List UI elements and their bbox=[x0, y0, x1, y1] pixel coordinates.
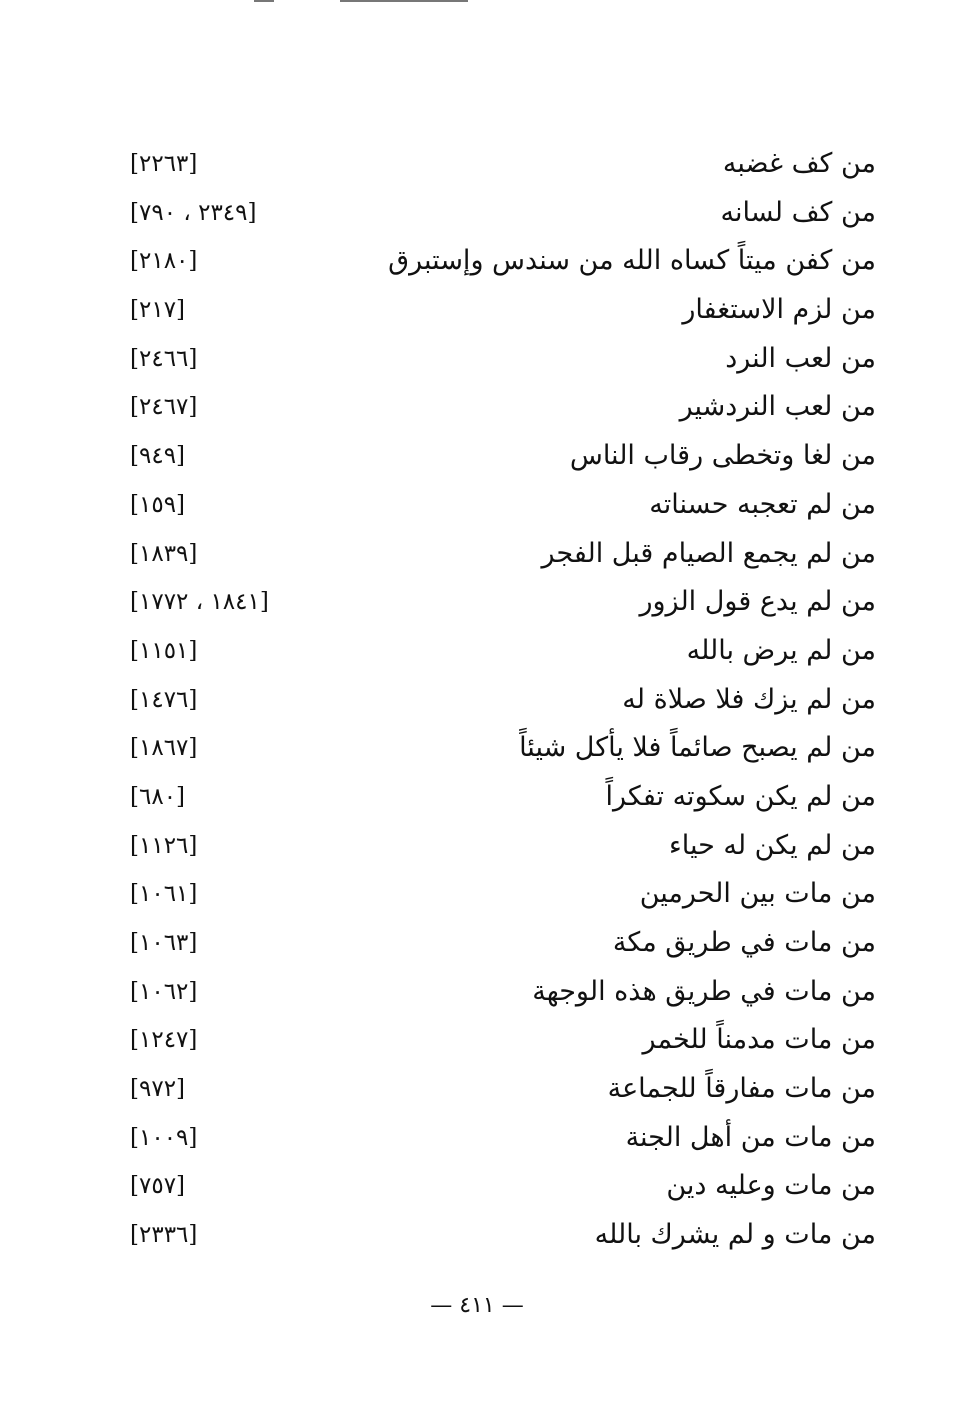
entry-phrase: من مات مدمناً للخمر bbox=[642, 1024, 876, 1056]
entry-refs: [٢٤٦٦] bbox=[130, 345, 198, 372]
entry-phrase: من لم يجمع الصيام قبل الفجر bbox=[541, 537, 876, 569]
entry-refs: [١٤٧٦] bbox=[130, 686, 198, 713]
index-entry bbox=[0, 676, 954, 725]
entry-phrase: من لغا وتخطى رقاب الناس bbox=[569, 440, 876, 472]
index-entry bbox=[0, 140, 954, 189]
entry-phrase: من مات مفارقاً للجماعة bbox=[607, 1073, 876, 1105]
index-entry bbox=[0, 1065, 954, 1114]
entry-refs: [١٠٦٣] bbox=[130, 930, 198, 956]
index-entry bbox=[0, 530, 954, 579]
entry-refs: [٧٥٧] bbox=[130, 1173, 186, 1200]
entry-phrase: من لعب النردشير bbox=[679, 391, 876, 423]
entry-phrase: من مات في طريق هذه الوجهة bbox=[532, 975, 876, 1007]
index-entry bbox=[0, 1162, 954, 1211]
index-entry bbox=[0, 578, 954, 627]
index-entry bbox=[0, 822, 954, 871]
index-entry bbox=[0, 870, 954, 919]
entry-refs: [٢٣٣٦] bbox=[130, 1222, 198, 1249]
entry-phrase: من مات وعليه دين bbox=[666, 1170, 876, 1202]
index-entry bbox=[0, 286, 954, 335]
entry-refs: [٢٤٦٧] bbox=[130, 394, 198, 421]
entry-refs: [١٨٦٧] bbox=[130, 735, 198, 762]
index-entry bbox=[0, 1016, 954, 1065]
entry-phrase: من لم يكن له حياء bbox=[669, 829, 876, 861]
entry-refs: [١٢٤٧] bbox=[130, 1027, 198, 1054]
entry-phrase: من لم يزك فلا صلاة له bbox=[622, 683, 876, 715]
entry-refs: [١١٢٦] bbox=[130, 832, 198, 859]
entry-refs: [١٥٩] bbox=[130, 491, 186, 518]
entry-phrase: من لم تعجبه حسناته bbox=[649, 488, 876, 520]
index-entry bbox=[0, 724, 954, 773]
index-entry bbox=[0, 1114, 954, 1163]
index-entry bbox=[0, 335, 954, 384]
index-entry bbox=[0, 383, 954, 432]
top-rule-long bbox=[340, 0, 468, 2]
entry-refs: [٢١٨٠] bbox=[130, 248, 198, 275]
index-list bbox=[0, 140, 954, 1260]
entry-phrase: من كف غضبه bbox=[722, 148, 876, 179]
index-entry bbox=[0, 481, 954, 530]
entry-phrase: من لم يكن سكوته تفكراً bbox=[605, 780, 876, 812]
entry-refs: [١١٥١] bbox=[130, 637, 198, 664]
index-entry bbox=[0, 968, 954, 1017]
page-number: — ٤١١ — bbox=[430, 1293, 524, 1318]
index-entry bbox=[0, 189, 954, 238]
entry-phrase: من مات من أهل الجنة bbox=[625, 1121, 876, 1153]
entry-phrase: من لزم الاستغفار bbox=[682, 294, 876, 326]
entry-refs: [٢٣٤٩ ، ٧٩٠] bbox=[130, 199, 257, 226]
entry-refs: [١٠٠٩] bbox=[130, 1124, 198, 1151]
index-entry bbox=[0, 627, 954, 676]
entry-phrase: من لعب النرد bbox=[725, 342, 876, 374]
entry-refs: [١٠٦٢] bbox=[130, 978, 198, 1005]
entry-phrase: من لم يدع قول الزور bbox=[639, 586, 876, 618]
entry-refs: [١٠٦١] bbox=[130, 881, 198, 908]
entry-refs: [٩٧٢] bbox=[130, 1076, 186, 1103]
index-entry bbox=[0, 773, 954, 822]
entry-phrase: من مات في طريق مكة bbox=[612, 927, 876, 958]
entry-phrase: من كفن ميتاً كساه الله من سندس وإستبرق bbox=[388, 245, 876, 277]
entry-phrase: من مات بين الحرمين bbox=[639, 878, 876, 910]
entry-refs: [١٨٣٩] bbox=[130, 540, 198, 567]
entry-phrase: من لم يصبح صائماً فلا يأكل شيئاً bbox=[519, 732, 876, 764]
entry-phrase: من لم يرض بالله bbox=[686, 634, 876, 666]
entry-refs: [٢١٧] bbox=[130, 297, 186, 324]
top-rule-short bbox=[254, 0, 274, 2]
entry-refs: [٢٢٦٣] bbox=[130, 151, 198, 177]
entry-refs: [١٨٤١ ، ١٧٧٢] bbox=[130, 589, 269, 616]
entry-phrase: من كف لسانه bbox=[720, 196, 876, 228]
index-entry bbox=[0, 919, 954, 968]
entry-refs: [٦٨٠] bbox=[130, 783, 186, 810]
index-entry bbox=[0, 1211, 954, 1260]
index-entry bbox=[0, 432, 954, 481]
index-entry bbox=[0, 237, 954, 286]
entry-refs: [٩٤٩] bbox=[130, 443, 186, 470]
entry-phrase: من مات و لم يشرك بالله bbox=[594, 1219, 876, 1251]
